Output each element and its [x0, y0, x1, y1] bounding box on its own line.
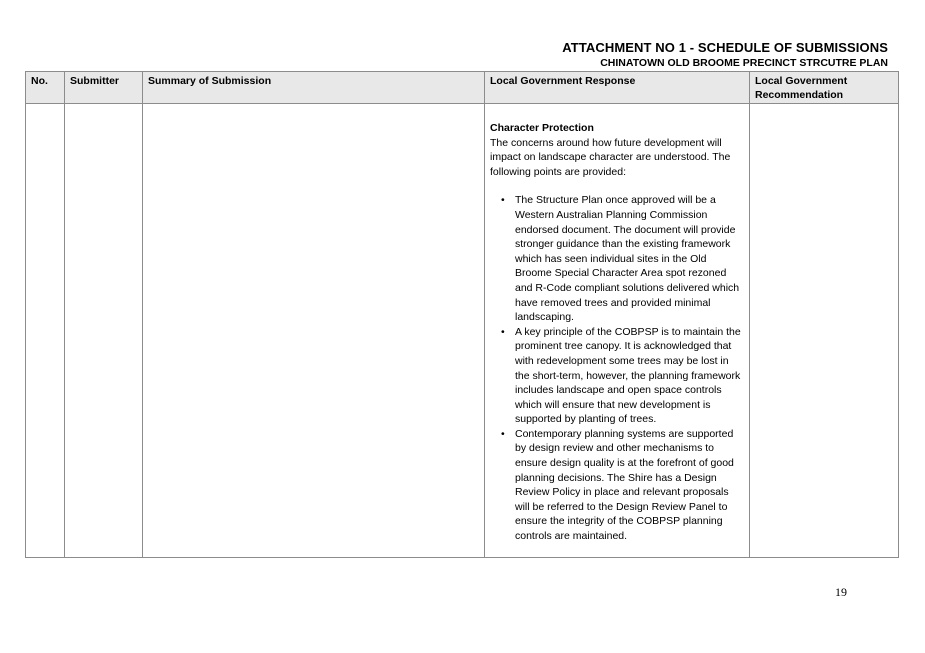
cell-response — [485, 104, 750, 558]
column-header-no: No. — [26, 72, 65, 104]
page-number: 19 — [835, 585, 847, 599]
document-title: ATTACHMENT NO 1 - SCHEDULE OF SUBMISSIONS — [562, 40, 888, 55]
submissions-table — [25, 71, 899, 558]
cell-summary — [143, 104, 485, 558]
list-item-text: Contemporary planning systems are supported by design review and other mechanisms to ensure design quality is at the forefront of good planning decisions. The Shire has a Design Review Policy in place and relevant proposals will be referred to the Design Review Panel to ensure the integrity of the COBPSP planning controls are maintained. — [515, 427, 734, 543]
bullet-icon: • — [501, 427, 505, 440]
document-subtitle: CHINATOWN OLD BROOME PRECINCT STRCUTRE PLAN — [600, 57, 888, 69]
bullet-icon: • — [501, 194, 505, 207]
cell-submitter — [65, 104, 143, 558]
response-heading: Character Protection — [490, 122, 594, 134]
list-item-text: The Structure Plan once approved will be a Western Australian Planning Commission endorsed document. The document will provide stronger guidance than the existing framework which has seen individual sites in the Old Broome Special Character Area spot rezoned and R-Code compliant solutions delivered which have removed trees and provided minimal landscaping. — [515, 194, 740, 324]
table-header-row — [26, 72, 899, 104]
cell-recommendation — [750, 104, 899, 558]
list-item — [501, 325, 744, 427]
column-header-recommendation: Local Government Recommendation — [750, 72, 899, 104]
bullet-icon: • — [501, 325, 505, 338]
list-item — [501, 427, 744, 544]
response-intro: The concerns around how future development will impact on landscape character are understood. The following points are provided: — [490, 136, 731, 178]
column-header-summary: Summary of Submission — [143, 72, 485, 104]
table-row — [26, 104, 899, 558]
cell-no — [26, 104, 65, 558]
list-item — [501, 193, 744, 324]
column-header-submitter: Submitter — [65, 72, 143, 104]
column-header-response: Local Government Response — [485, 72, 750, 104]
response-points-list — [490, 193, 744, 543]
list-item-text: A key principle of the COBPSP is to maintain the prominent tree canopy. It is acknowledged that with redevelopment some trees may be lost in the short-term, however, the planning framework includes landscape and open space controls which will ensure that new development is supported by planting of trees. — [515, 325, 741, 426]
